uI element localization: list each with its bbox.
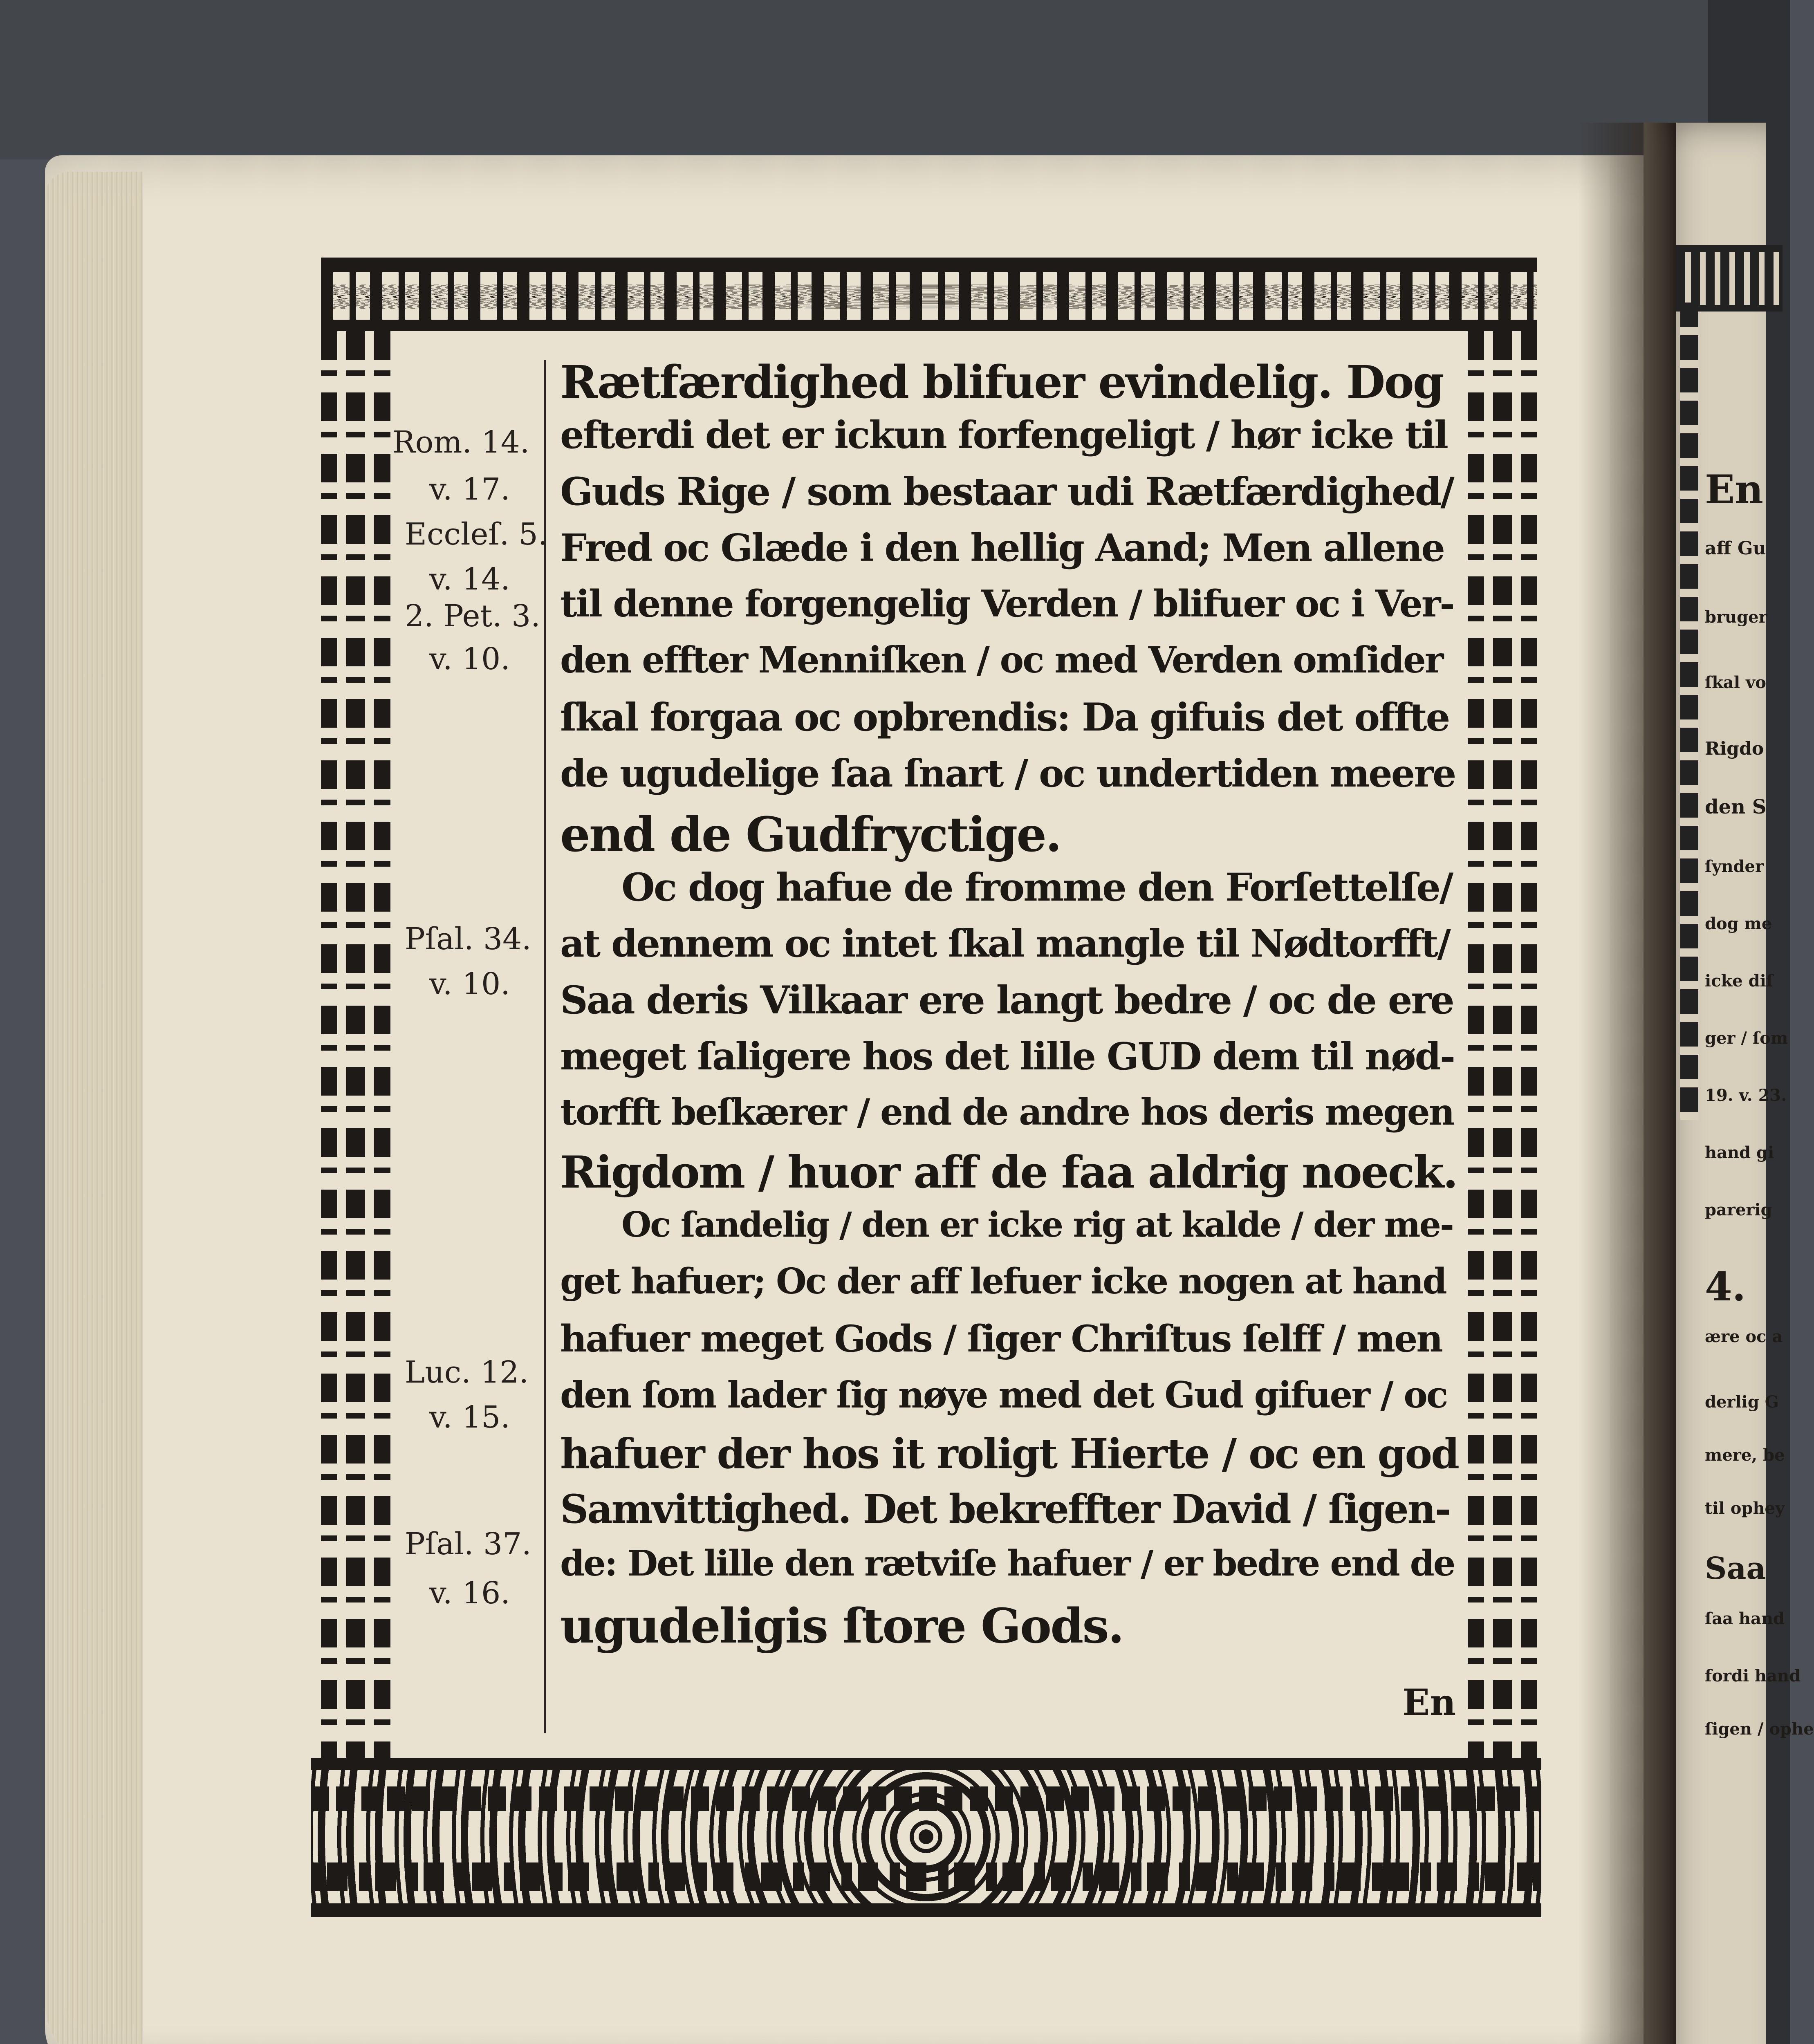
text-line: de ugudelige ſaa ſnart / oc undertiden meere bbox=[560, 751, 1455, 796]
adjacent-text-fragment: 19. v. 23. bbox=[1705, 1086, 1787, 1105]
text-line: get hafuer; Oc der aff lefuer icke nogen at hand bbox=[560, 1261, 1446, 1302]
text-line: Fred oc Glæde i den hellig Aand; Men allene bbox=[560, 526, 1444, 570]
text-line: torfft beſkærer / end de andre hos deris megen bbox=[560, 1091, 1454, 1133]
margin-reference: Pſal. 34. bbox=[405, 921, 531, 957]
text-line: den ſom lader ſig nøye med det Gud gifuer / oc bbox=[560, 1374, 1447, 1416]
text-line: Saa deris Vilkaar ere langt bedre / oc de ere bbox=[560, 978, 1453, 1023]
page-fore-edges bbox=[45, 172, 143, 2044]
adjacent-text-fragment: icke diſ bbox=[1705, 971, 1774, 991]
margin-reference: 2. Pet. 3. bbox=[405, 598, 540, 634]
adjacent-text-fragment: den S bbox=[1705, 796, 1767, 818]
text-line: Samvittighed. Det bekreffter David / ſigen- bbox=[560, 1486, 1450, 1532]
text-line: hafuer meget Gods / ſiger Chriſtus ſelff / men bbox=[560, 1317, 1442, 1360]
adjacent-text-fragment: dog me bbox=[1705, 914, 1772, 933]
text-line: meget ſaligere hos det lille GUD dem til nød- bbox=[560, 1034, 1455, 1078]
ornament-frame-top bbox=[321, 258, 1537, 331]
adjacent-text-fragment: En bbox=[1705, 466, 1763, 513]
margin-reference: v. 16. bbox=[429, 1576, 510, 1611]
adjacent-text-fragment: mere, be bbox=[1705, 1446, 1785, 1465]
margin-reference: v. 17. bbox=[429, 472, 510, 507]
adjacent-text-fragment: bruger bbox=[1705, 607, 1767, 627]
adjacent-text-fragment: parerig bbox=[1705, 1200, 1772, 1219]
text-line: at dennem oc intet ſkal mangle til Nødtorfft/ bbox=[560, 921, 1450, 966]
text-line: til denne forgengelig Verden / blifuer oc i Ver- bbox=[560, 582, 1454, 625]
text-line: Rætfærdighed blifuer evindelig. Dog bbox=[560, 356, 1443, 408]
catchword: En bbox=[1402, 1681, 1456, 1724]
margin-reference: v. 14. bbox=[429, 562, 510, 597]
ornament-frame-bottom bbox=[311, 1758, 1541, 1917]
text-line: den effter Menniſken / oc med Verden omſider bbox=[560, 639, 1443, 681]
adjacent-text-fragment: ſynder bbox=[1705, 857, 1764, 876]
text-line: ſkal forgaa oc opbrendis: Da gifuis det offte bbox=[560, 695, 1449, 740]
photo-backdrop-top bbox=[0, 0, 1790, 159]
text-line: Oc ſandelig / den er icke rig at kalde / der me- bbox=[621, 1204, 1453, 1245]
margin-reference: v. 10. bbox=[429, 641, 510, 677]
margin-reference: Luc. 12. bbox=[405, 1355, 529, 1390]
ornament-frame-right bbox=[1468, 331, 1537, 1778]
column-rule bbox=[544, 360, 546, 1733]
text-line: ugudeligis ſtore Gods. bbox=[560, 1598, 1123, 1654]
margin-reference: Eccleſ. 5. bbox=[405, 517, 548, 552]
adjacent-text-fragment: Saa bbox=[1705, 1551, 1766, 1586]
adjacent-text-fragment: 4. bbox=[1705, 1264, 1746, 1310]
adjacent-text-fragment: fordi hand bbox=[1705, 1666, 1801, 1685]
adjacent-text-fragment: aff Gu bbox=[1705, 538, 1766, 559]
text-line: de: Det lille den rætviſe hafuer / er bedre end de bbox=[560, 1543, 1455, 1584]
ornament-frame-left bbox=[321, 331, 390, 1778]
adjacent-text-fragment: ſkal vo bbox=[1705, 673, 1766, 692]
text-line: Rigdom / huor aff de faa aldrig noeck. bbox=[560, 1147, 1457, 1198]
margin-reference: v. 10. bbox=[429, 966, 510, 1002]
gutter-shadow bbox=[1578, 123, 1676, 2044]
adjacent-text-fragment: hand gi bbox=[1705, 1143, 1774, 1162]
text-line: hafuer der hos it roligt Hierte / oc en god bbox=[560, 1430, 1459, 1478]
adjacent-text-fragment: ſaa hand bbox=[1705, 1609, 1785, 1628]
text-line: efterdi det er ickun forfengeligt / hør icke til bbox=[560, 413, 1447, 457]
margin-reference: Rom. 14. bbox=[392, 425, 530, 460]
adjacent-text-fragment: ſigen / ophe bbox=[1705, 1719, 1814, 1739]
adjacent-ornament-top bbox=[1676, 245, 1783, 312]
adjacent-text-fragment: ære oc a bbox=[1705, 1327, 1783, 1346]
adjacent-text-fragment: derlig G bbox=[1705, 1392, 1779, 1412]
adjacent-text-fragment: Rigdo bbox=[1705, 738, 1764, 759]
adjacent-text-fragment: til ophey bbox=[1705, 1499, 1785, 1518]
adjacent-text-fragment: ger / ſom bbox=[1705, 1029, 1788, 1048]
margin-reference: v. 15. bbox=[429, 1400, 510, 1435]
margin-reference: Pſal. 37. bbox=[405, 1526, 531, 1562]
adjacent-ornament-side bbox=[1680, 303, 1698, 1120]
text-line: end de Gudfryctige. bbox=[560, 807, 1061, 863]
text-line: Oc dog hafue de fromme den Forſettelſe/ bbox=[621, 865, 1453, 910]
text-line: Guds Rige / som bestaar udi Rætfærdighed/ bbox=[560, 469, 1453, 514]
